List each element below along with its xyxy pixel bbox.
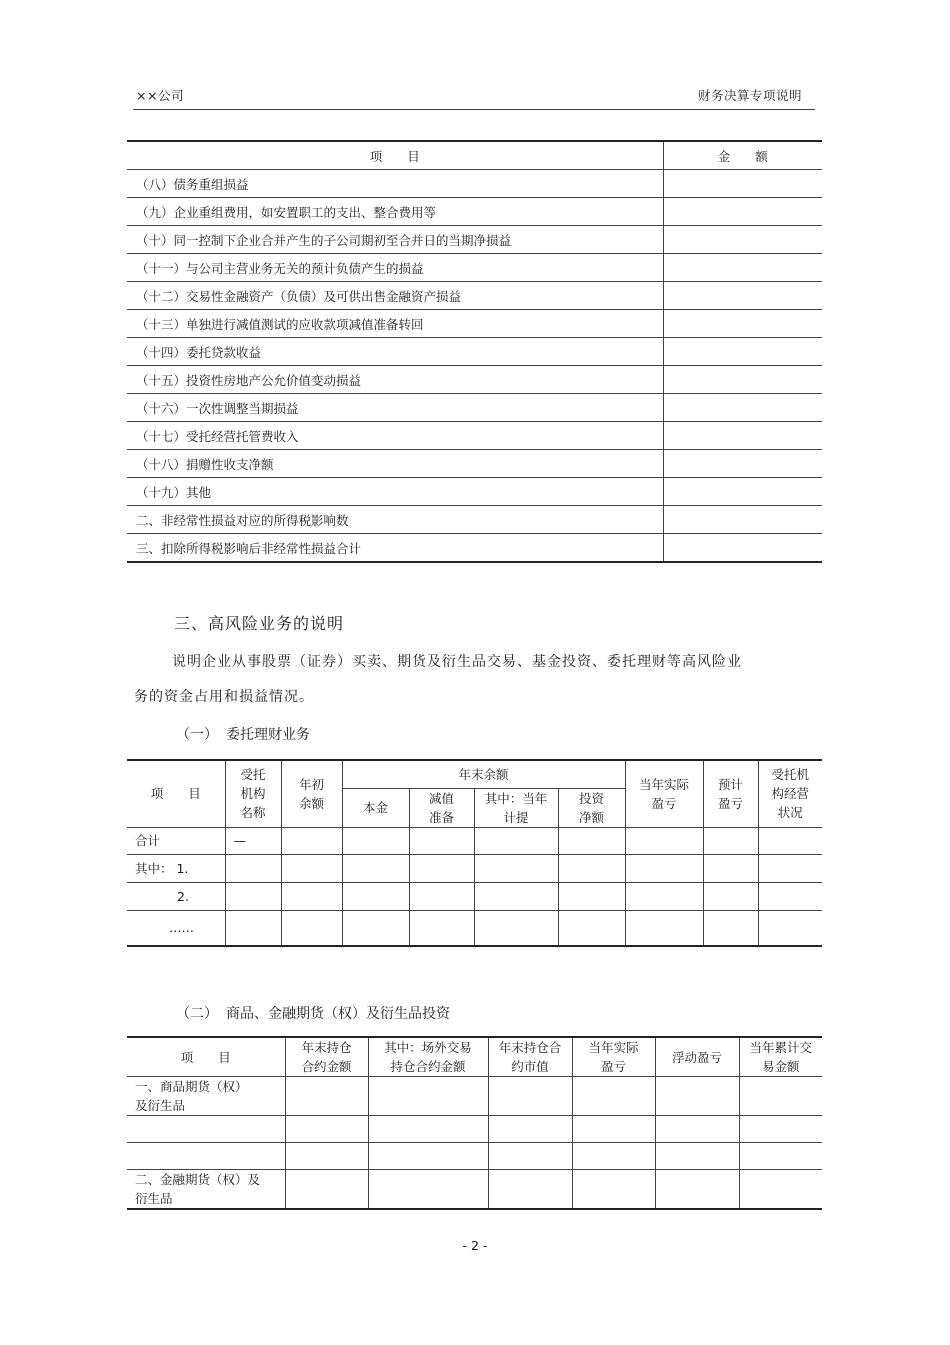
header-actual-profit: 当年实际盈亏: [572, 1037, 655, 1077]
row-label-among: 其中： 1.: [127, 854, 225, 882]
table-row: [127, 1077, 822, 1116]
table-header-row: [127, 760, 822, 788]
subsection-heading-derivatives: [176, 1003, 450, 1023]
table-row: [127, 394, 822, 422]
header-institution: 受托机构名称: [225, 760, 281, 827]
row-item-label: 二、非经常性损益对应的所得税影响数: [127, 506, 663, 534]
subsection-title: 商品、金融期货（权）及衍生品投资: [226, 1006, 450, 1022]
table-row: [127, 478, 822, 506]
column-header-amount: 金 额: [663, 141, 822, 170]
section-title: 三、高风险业务的说明: [174, 614, 345, 633]
header-current-provision: 其中：当年计提: [474, 788, 558, 827]
document-title: 财务决算专项说明: [697, 88, 802, 103]
row-amount-cell: [663, 478, 822, 506]
table-row: [127, 170, 822, 198]
subsection-number: （一）: [176, 727, 218, 743]
header-end-balance: 年末余额: [342, 760, 625, 788]
table-row: [127, 534, 822, 563]
row-amount-cell: [663, 506, 822, 534]
row-item-label: （十）同一控制下企业合并产生的子公司期初至合并日的当期净损益: [127, 226, 663, 254]
table-row: [127, 366, 822, 394]
row-amount-cell: [663, 254, 822, 282]
table-row: [127, 1170, 822, 1210]
header-actual-profit: 当年实际盈亏: [625, 760, 703, 827]
table-row: [127, 1143, 822, 1170]
table-row: [127, 910, 822, 946]
header-expected-profit: 预计盈亏: [703, 760, 758, 827]
row-item-label: （八）债务重组损益: [127, 170, 663, 198]
row-item-label: （十六）一次性调整当期损益: [127, 394, 663, 422]
table-header-row: [127, 1037, 822, 1077]
table-row: [127, 450, 822, 478]
table-header-row: [127, 141, 822, 170]
row-label-more: ……: [127, 910, 225, 946]
header-begin-balance: 年初余额: [281, 760, 342, 827]
page-number: - 2 -: [462, 1238, 488, 1253]
column-header-item: 项 目: [127, 141, 663, 170]
table-row: [127, 827, 822, 854]
row-item-label: （十八）捐赠性收支净额: [127, 450, 663, 478]
row-label-commodity: 一、商品期货（权）及衍生品: [127, 1077, 285, 1116]
table-row: [127, 1116, 822, 1143]
header-market-value: 年末持仓合约市值: [488, 1037, 572, 1077]
row-item-label: （十三）单独进行减值测试的应收款项减值准备转回: [127, 310, 663, 338]
row-item-label: （九）企业重组费用，如安置职工的支出、整合费用等: [127, 198, 663, 226]
entrusted-finance-table: [127, 759, 822, 947]
table-row: [127, 198, 822, 226]
header-principal: 本金: [342, 788, 409, 827]
row-amount-cell: [663, 170, 822, 198]
row-item-label: （十九）其他: [127, 478, 663, 506]
row-item-label: （十一）与公司主营业务无关的预计负债产生的损益: [127, 254, 663, 282]
row-amount-cell: [663, 282, 822, 310]
company-name: ××公司: [136, 88, 184, 103]
subsection-title: 委托理财业务: [226, 727, 310, 743]
row-amount-cell: [663, 338, 822, 366]
row-amount-cell: [663, 534, 822, 563]
total-institution-dash: —: [225, 827, 281, 854]
header-impairment: 减值准备: [409, 788, 474, 827]
table-row: [127, 854, 822, 882]
header-divider: [133, 109, 815, 110]
row-item-label: （十四）委托贷款收益: [127, 338, 663, 366]
row-amount-cell: [663, 366, 822, 394]
table-row: [127, 882, 822, 910]
row-amount-cell: [663, 422, 822, 450]
row-amount-cell: [663, 226, 822, 254]
row-amount-cell: [663, 198, 822, 226]
derivatives-investment-table: [127, 1036, 822, 1210]
table-row: [127, 506, 822, 534]
row-item-label: （十七）受托经营托管费收入: [127, 422, 663, 450]
header-institution-status: 受托机构经营状况: [758, 760, 822, 827]
header-floating-profit: 浮动盈亏: [655, 1037, 739, 1077]
subsection-heading-trust-finance: [176, 724, 310, 744]
table-row: [127, 282, 822, 310]
header-contract-amount: 年末持仓合约金额: [285, 1037, 368, 1077]
section-description-line1: 说明企业从事股票（证券）买卖、期货及衍生品交易、基金投资、委托理财等高风险业: [172, 654, 742, 670]
table-row: [127, 338, 822, 366]
row-item-label: （十五）投资性房地产公允价值变动损益: [127, 366, 663, 394]
section-description-line2: 务的资金占用和损益情况。: [134, 689, 314, 705]
row-item-label: 三、扣除所得税影响后非经常性损益合计: [127, 534, 663, 563]
table-row: [127, 254, 822, 282]
row-amount-cell: [663, 394, 822, 422]
row-label-2: 2.: [127, 882, 225, 910]
row-item-label: （十二）交易性金融资产（负债）及可供出售金融资产损益: [127, 282, 663, 310]
row-amount-cell: [663, 310, 822, 338]
header-item: 项 目: [127, 760, 225, 827]
table-row: [127, 310, 822, 338]
header-item: 项 目: [127, 1037, 285, 1077]
row-amount-cell: [663, 450, 822, 478]
header-net-investment: 投资净额: [558, 788, 625, 827]
subsection-number: （二）: [176, 1006, 218, 1022]
header-cumulative-amount: 当年累计交易金额: [739, 1037, 822, 1077]
table-row: [127, 422, 822, 450]
non-recurring-items-table: [127, 140, 822, 563]
header-otc-amount: 其中：场外交易持仓合约金额: [368, 1037, 488, 1077]
row-label-total: 合计: [127, 827, 225, 854]
table-row: [127, 226, 822, 254]
row-label-financial: 二、金融期货（权）及衍生品: [127, 1170, 285, 1210]
